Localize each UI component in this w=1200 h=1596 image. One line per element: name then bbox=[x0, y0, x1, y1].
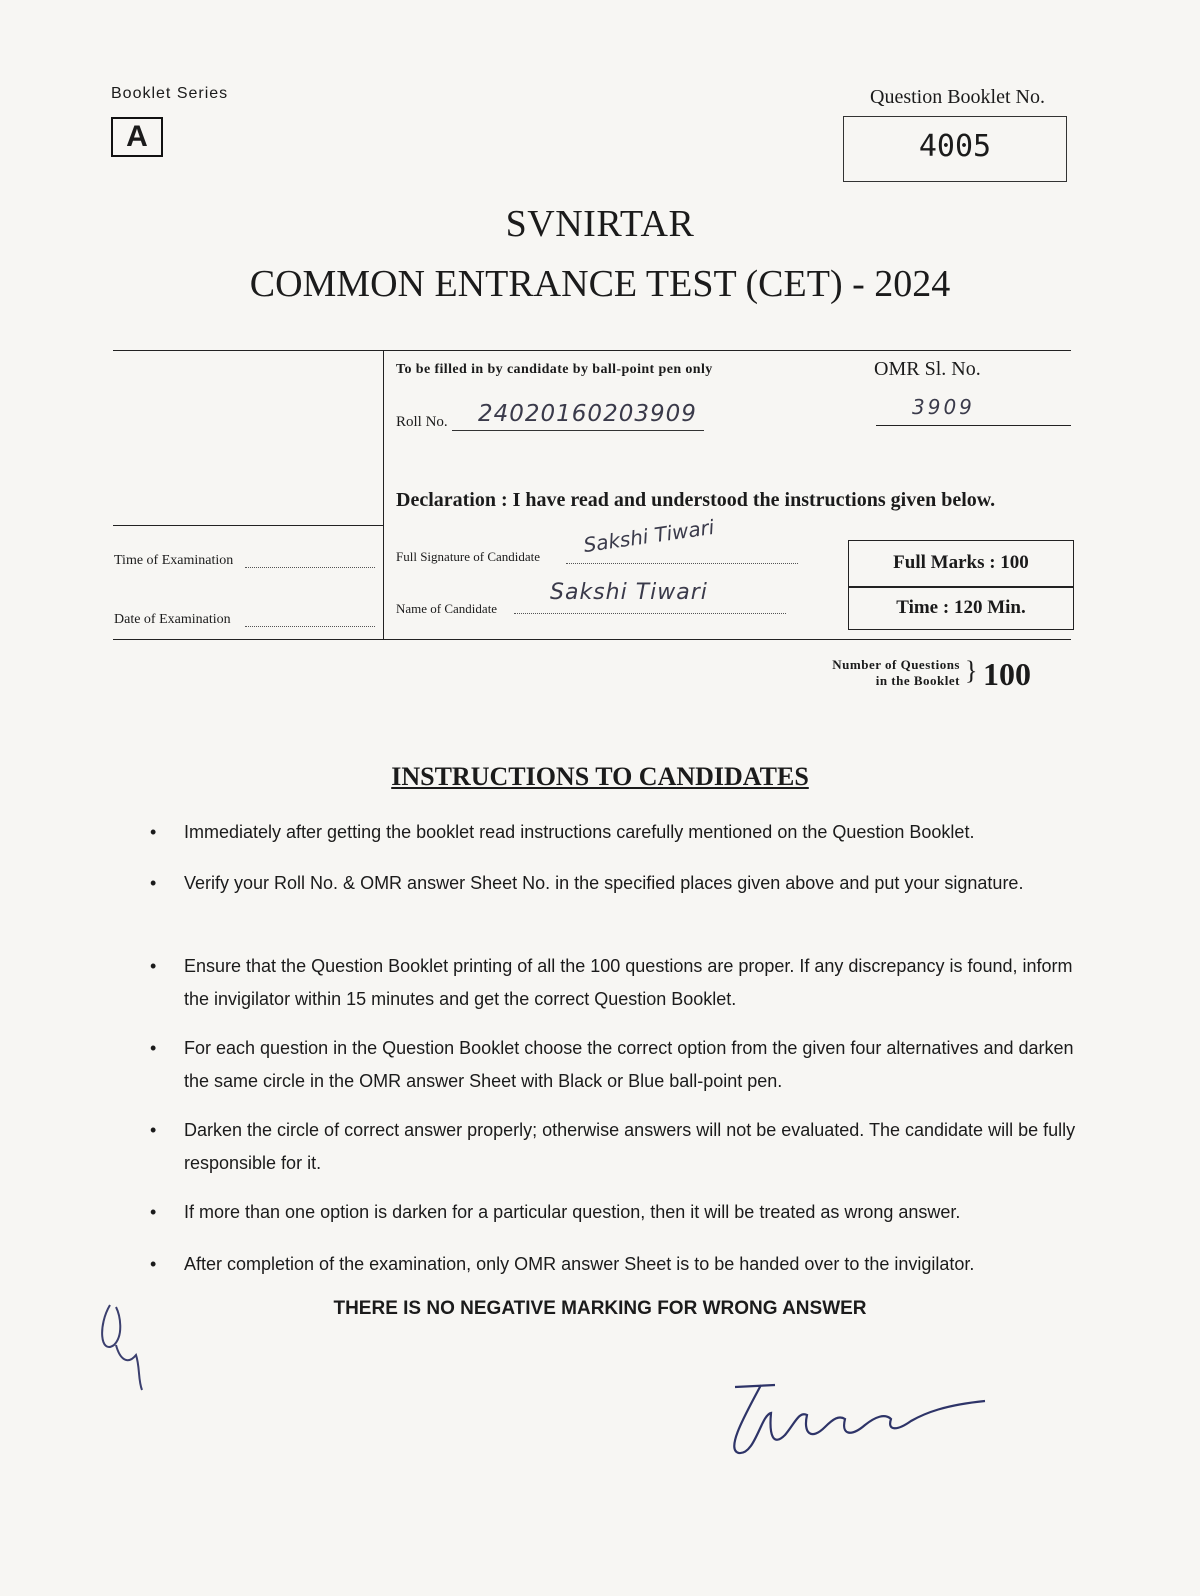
bullet-icon: • bbox=[150, 1202, 157, 1222]
full-marks-box: Full Marks : 100 bbox=[848, 540, 1074, 588]
date-dotted-line bbox=[245, 626, 375, 627]
candidate-name-value: Sakshi Tiwari bbox=[550, 580, 708, 605]
time-of-examination-label: Time of Examination bbox=[114, 553, 234, 568]
booklet-series-box: A bbox=[111, 117, 163, 157]
omr-serial-value: 3909 bbox=[912, 395, 975, 419]
declaration-text: Declaration : I have read and understood the instructions given below. bbox=[396, 489, 996, 511]
invigilator-signature-mark bbox=[715, 1375, 1005, 1465]
roll-underline bbox=[452, 430, 704, 431]
number-of-questions-label-line1: Number of Questions bbox=[832, 657, 960, 672]
instruction-text: Verify your Roll No. & OMR answer Sheet No. in the specified places given above and put your signature. bbox=[184, 873, 1024, 893]
number-of-questions-label bbox=[780, 657, 960, 689]
signature-label: Full Signature of Candidate bbox=[396, 549, 541, 564]
table-bottom-border bbox=[113, 639, 1071, 640]
bullet-icon: • bbox=[150, 1038, 157, 1058]
instructions-title: INSTRUCTIONS TO CANDIDATES bbox=[391, 762, 809, 791]
candidate-signature: Sakshi Tiwari bbox=[581, 514, 716, 558]
fill-instruction-note: To be filled in by candidate by ball-point pen only bbox=[396, 362, 713, 377]
instruction-text: If more than one option is darken for a particular question, then it will be treated as wrong answer. bbox=[184, 1202, 961, 1222]
number-of-questions-label-line2: in the Booklet bbox=[875, 673, 960, 688]
left-cell-divider bbox=[113, 525, 383, 526]
no-negative-marking-note: THERE IS NO NEGATIVE MARKING FOR WRONG ANSWER bbox=[333, 1298, 867, 1319]
roll-number-value: 24020160203909 bbox=[478, 401, 697, 427]
name-dotted-line bbox=[514, 613, 786, 614]
bullet-icon: • bbox=[150, 873, 157, 893]
time-dotted-line bbox=[245, 567, 375, 568]
omr-underline bbox=[876, 425, 1071, 426]
candidate-name-label: Name of Candidate bbox=[396, 601, 498, 616]
instruction-text: After completion of the examination, only OMR answer Sheet is to be handed over to the invigilator. bbox=[184, 1254, 975, 1274]
brace-icon: } bbox=[965, 656, 978, 685]
date-of-examination-label: Date of Examination bbox=[114, 612, 231, 627]
organization-title: SVNIRTAR bbox=[505, 203, 695, 245]
question-booklet-number: 4005 bbox=[843, 116, 1067, 182]
instruction-text: For each question in the Question Booklet choose the correct option from the given four alternatives and darken the same circle in the OMR answer Sheet with Black or Blue ball-point pen. bbox=[184, 1038, 1074, 1091]
omr-serial-label: OMR Sl. No. bbox=[874, 358, 981, 380]
instruction-text: Immediately after getting the booklet read instructions carefully mentioned on the Question Booklet. bbox=[184, 822, 975, 842]
booklet-series-label: Booklet Series bbox=[111, 85, 229, 102]
bullet-icon: • bbox=[150, 956, 157, 976]
bullet-icon: • bbox=[150, 822, 157, 842]
bullet-icon: • bbox=[150, 1120, 157, 1140]
exam-title: COMMON ENTRANCE TEST (CET) - 2024 bbox=[249, 263, 951, 305]
bullet-icon: • bbox=[150, 1254, 157, 1274]
time-box: Time : 120 Min. bbox=[848, 586, 1074, 630]
instruction-text: Ensure that the Question Booklet printing of all the 100 questions are proper. If any discrepancy is found, inform the invigilator within 15 minutes and get the correct Question Booklet. bbox=[184, 956, 1073, 1009]
handwritten-initial-mark bbox=[80, 1285, 160, 1395]
question-booklet-label: Question Booklet No. bbox=[870, 86, 1045, 108]
table-column-divider bbox=[383, 350, 384, 639]
table-top-border bbox=[113, 350, 1071, 351]
number-of-questions-value: 100 bbox=[983, 656, 1031, 692]
signature-dotted-line bbox=[566, 563, 798, 564]
roll-number-label: Roll No. bbox=[396, 414, 448, 430]
instruction-text: Darken the circle of correct answer properly; otherwise answers will not be evaluated. The candidate will be fully responsible for it. bbox=[184, 1120, 1076, 1173]
